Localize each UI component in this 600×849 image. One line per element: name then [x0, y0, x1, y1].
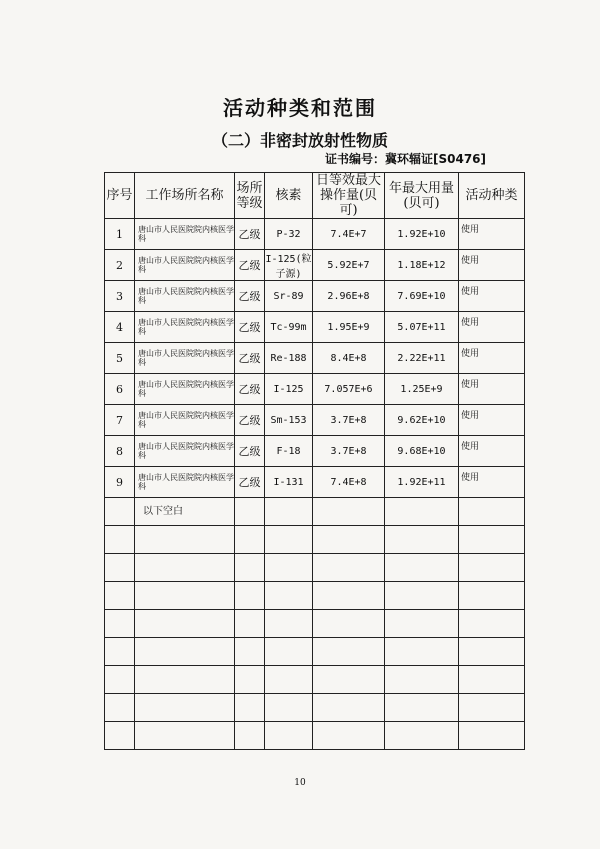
empty-cell [235, 526, 265, 554]
cell-annual-max: 1.25E+9 [385, 374, 459, 405]
table-row-empty [105, 722, 525, 750]
empty-cell [235, 694, 265, 722]
table-row [105, 312, 525, 343]
empty-cell [385, 526, 459, 554]
cell-place: 唐山市人民医院院内核医学科 [135, 281, 235, 312]
empty-cell [235, 582, 265, 610]
empty-cell [265, 526, 313, 554]
empty-cell [105, 582, 135, 610]
empty-cell [135, 554, 235, 582]
empty-cell [313, 722, 385, 750]
empty-cell [313, 526, 385, 554]
empty-cell [459, 638, 525, 666]
header-daily-max: 日等效最大操作量(贝可) [313, 173, 385, 219]
cell-annual-max: 1.18E+12 [385, 250, 459, 281]
cell-no: 7 [105, 405, 135, 436]
blank-note: 以下空白 [135, 498, 235, 526]
cell-level: 乙级 [235, 467, 265, 498]
empty-cell [313, 694, 385, 722]
empty-cell [105, 694, 135, 722]
header-no: 序号 [105, 173, 135, 219]
empty-cell [313, 666, 385, 694]
table-row-empty [105, 554, 525, 582]
cell-activity: 使用 [459, 219, 525, 250]
cell-activity: 使用 [459, 312, 525, 343]
table-header-row [105, 173, 525, 219]
table-row [105, 374, 525, 405]
cell-activity: 使用 [459, 250, 525, 281]
cell-place: 唐山市人民医院院内核医学科 [135, 219, 235, 250]
header-annual-max: 年最大用量(贝可) [385, 173, 459, 219]
empty-cell [135, 526, 235, 554]
cell-nuclide: Sr-89 [265, 281, 313, 312]
empty-cell [105, 554, 135, 582]
cell-annual-max: 9.62E+10 [385, 405, 459, 436]
cell-level: 乙级 [235, 250, 265, 281]
empty-cell [135, 666, 235, 694]
empty-cell [105, 638, 135, 666]
table-row-empty [105, 694, 525, 722]
cell-nuclide: P-32 [265, 219, 313, 250]
cell-place: 唐山市人民医院院内核医学科 [135, 312, 235, 343]
cell-daily-max: 3.7E+8 [313, 405, 385, 436]
empty-cell [135, 722, 235, 750]
cell-level: 乙级 [235, 343, 265, 374]
empty-cell [459, 554, 525, 582]
header-nuclide: 核素 [265, 173, 313, 219]
cell-activity: 使用 [459, 374, 525, 405]
empty-cell [385, 638, 459, 666]
empty-cell [265, 666, 313, 694]
table-row-empty [105, 582, 525, 610]
table-row [105, 281, 525, 312]
section-subtitle: （二）非密封放射性物质 [211, 131, 388, 150]
cell-no: 9 [105, 467, 135, 498]
empty-cell [459, 694, 525, 722]
header-place: 工作场所名称 [135, 173, 235, 219]
empty-cell [385, 582, 459, 610]
empty-cell [385, 554, 459, 582]
empty-cell [385, 610, 459, 638]
cell-level: 乙级 [235, 436, 265, 467]
cell-nuclide: I-131 [265, 467, 313, 498]
empty-cell [265, 638, 313, 666]
cell-activity: 使用 [459, 281, 525, 312]
empty-cell [313, 554, 385, 582]
empty-cell [313, 610, 385, 638]
empty-cell [105, 722, 135, 750]
cell-level: 乙级 [235, 219, 265, 250]
cell-no: 3 [105, 281, 135, 312]
empty-cell [235, 722, 265, 750]
cell-daily-max: 7.4E+8 [313, 467, 385, 498]
empty-cell [135, 694, 235, 722]
cell-level: 乙级 [235, 312, 265, 343]
cell-nuclide: Re-188 [265, 343, 313, 374]
empty-cell [105, 610, 135, 638]
cell-no: 4 [105, 312, 135, 343]
empty-cell [459, 498, 525, 526]
cell-daily-max: 5.92E+7 [313, 250, 385, 281]
cell-no: 8 [105, 436, 135, 467]
cell-annual-max: 9.68E+10 [385, 436, 459, 467]
empty-cell [135, 582, 235, 610]
table-row [105, 343, 525, 374]
cell-annual-max: 2.22E+11 [385, 343, 459, 374]
empty-cell [265, 694, 313, 722]
cell-activity: 使用 [459, 467, 525, 498]
cell-daily-max: 7.057E+6 [313, 374, 385, 405]
table-row [105, 467, 525, 498]
empty-cell [459, 582, 525, 610]
empty-cell [459, 610, 525, 638]
cell-nuclide: I-125 [265, 374, 313, 405]
table-row-empty [105, 638, 525, 666]
empty-cell [265, 498, 313, 526]
table-row [105, 250, 525, 281]
cell-place: 唐山市人民医院院内核医学科 [135, 250, 235, 281]
empty-cell [385, 666, 459, 694]
cell-daily-max: 8.4E+8 [313, 343, 385, 374]
empty-cell [235, 666, 265, 694]
cell-daily-max: 3.7E+8 [313, 436, 385, 467]
page-number: 10 [294, 778, 306, 788]
table-row-empty [105, 526, 525, 554]
table-row [105, 405, 525, 436]
cell-place: 唐山市人民医院院内核医学科 [135, 436, 235, 467]
cell-no: 6 [105, 374, 135, 405]
certificate-number: 证书编号：冀环辐证[S0476] [325, 152, 487, 166]
empty-cell [385, 498, 459, 526]
cell-nuclide: I-125(粒子源) [265, 250, 313, 281]
cell-level: 乙级 [235, 374, 265, 405]
empty-cell [313, 638, 385, 666]
cell-annual-max: 7.69E+10 [385, 281, 459, 312]
cell-activity: 使用 [459, 343, 525, 374]
empty-cell [105, 498, 135, 526]
empty-cell [265, 554, 313, 582]
cell-daily-max: 2.96E+8 [313, 281, 385, 312]
empty-cell [105, 666, 135, 694]
empty-cell [265, 610, 313, 638]
empty-cell [459, 526, 525, 554]
cell-level: 乙级 [235, 405, 265, 436]
cell-activity: 使用 [459, 405, 525, 436]
empty-cell [265, 722, 313, 750]
table-row-note [105, 498, 525, 526]
cell-place: 唐山市人民医院院内核医学科 [135, 374, 235, 405]
empty-cell [235, 610, 265, 638]
empty-cell [313, 498, 385, 526]
empty-cell [135, 638, 235, 666]
header-level: 场所等级 [235, 173, 265, 219]
cell-annual-max: 5.07E+11 [385, 312, 459, 343]
empty-cell [235, 638, 265, 666]
empty-cell [385, 694, 459, 722]
table-row-empty [105, 666, 525, 694]
cell-nuclide: Sm-153 [265, 405, 313, 436]
cell-daily-max: 7.4E+7 [313, 219, 385, 250]
empty-cell [135, 610, 235, 638]
cell-daily-max: 1.95E+9 [313, 312, 385, 343]
cell-nuclide: F-18 [265, 436, 313, 467]
empty-cell [235, 498, 265, 526]
cell-annual-max: 1.92E+11 [385, 467, 459, 498]
cell-activity: 使用 [459, 436, 525, 467]
cell-place: 唐山市人民医院院内核医学科 [135, 343, 235, 374]
header-activity: 活动种类 [459, 173, 525, 219]
empty-cell [385, 722, 459, 750]
radioactive-material-table [104, 172, 525, 750]
cell-place: 唐山市人民医院院内核医学科 [135, 467, 235, 498]
empty-cell [235, 554, 265, 582]
cell-nuclide: Tc-99m [265, 312, 313, 343]
empty-cell [459, 722, 525, 750]
empty-cell [459, 666, 525, 694]
empty-cell [105, 526, 135, 554]
page-title: 活动种类和范围 [223, 96, 377, 120]
cell-level: 乙级 [235, 281, 265, 312]
table-row [105, 219, 525, 250]
cell-no: 1 [105, 219, 135, 250]
table-row [105, 436, 525, 467]
empty-cell [313, 582, 385, 610]
empty-cell [265, 582, 313, 610]
cell-no: 2 [105, 250, 135, 281]
cell-annual-max: 1.92E+10 [385, 219, 459, 250]
table-row-empty [105, 610, 525, 638]
cell-place: 唐山市人民医院院内核医学科 [135, 405, 235, 436]
cell-no: 5 [105, 343, 135, 374]
